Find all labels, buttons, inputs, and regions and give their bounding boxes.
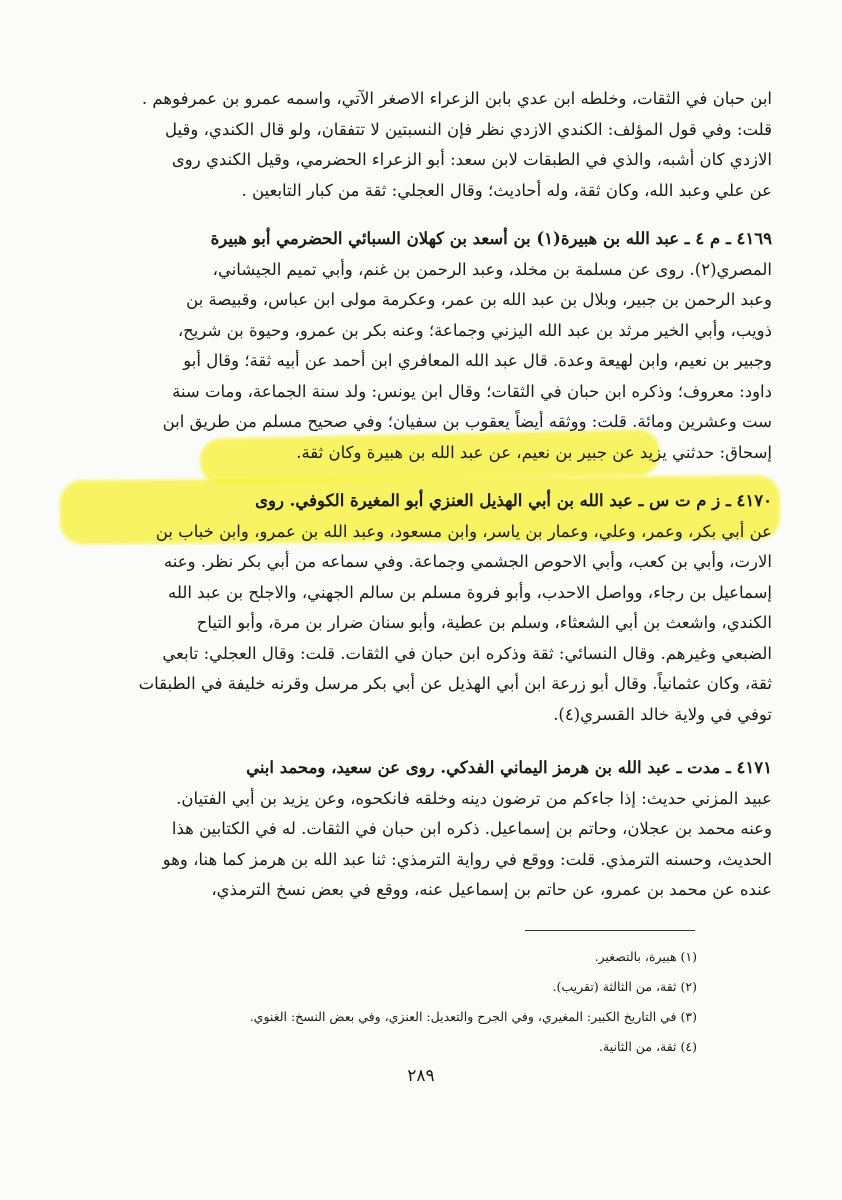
text-line: الحديث، وحسنه الترمذي. قلت: ووقع في رواية الترمذي: ثنا عبد الله بن هرمز كما هنا، وهو — [162, 849, 772, 869]
biography-entry-4171 — [70, 753, 772, 906]
text-line: الازدي كان أشبه، والذي في الطبقات لابن سعد: أبو الزعراء الحضرمي، وقيل الكندي روى — [171, 150, 772, 169]
footnote: (٤) ثقة، من الثانية. — [599, 1039, 697, 1054]
footnote-divider — [525, 930, 695, 931]
text-line: داود: معروف؛ وذكره ابن حبان في الثقات؛ وقال ابن يونس: ولد سنة الجماعة، ومات سنة — [172, 381, 772, 401]
text-line: المصري(٢). روى عن مسلمة بن مخلد، وعبد الرحمن بن غنم، وأبي تميم الجيشاني، — [212, 259, 772, 279]
footnote: (٣) في التاريخ الكبير: المغيري، وفي الجرح والتعديل: العنزي، وفي بعض النسخ: الغنوي. — [249, 1009, 697, 1024]
text-line: ذويب، وأبي الخير مرثد بن عبد الله اليزني وجماعة؛ وعنه بكر بن عمرو، وحيوة بن شريح، — [177, 320, 772, 340]
intro-paragraph — [70, 84, 772, 206]
text-line: عن علي وعبد الله، وكان ثقة، وله أحاديث؛ وقال العجلي: ثقة من كبار التابعين . — [241, 180, 772, 200]
text-line: ثقة، وكان عثمانياً. وقال أبو زرعة ابن أبي الهذيل عن أبي بكر مرسل وقرنه خليفة في الطبقات — [138, 674, 772, 693]
text-line: عبيد المزني حديث: إذا جاءكم من ترضون دينه وخلقه فانكحوه، وعن يزيد بن أبي الفتيان. — [176, 788, 772, 808]
footnote: (١) هبيرة، بالتصغير. — [594, 949, 697, 964]
text-line: ابن حبان في الثقات، وخلطه ابن عدي بابن الزعراء الاصغر الآتي، واسمه عمرو بن عمرفوهم . — [141, 89, 772, 108]
entry-heading: ٤١٦٩ ـ م ٤ ـ عبد الله بن هبيرة(١) بن أسعد بن كهلان السبائي الحضرمي أبو هبيرة — [210, 229, 772, 248]
text-line: عن أبي بكر، وعمر، وعلي، وعمار بن ياسر، وابن مسعود، وعبد الله بن عمرو، وابن خباب بن — [155, 521, 772, 541]
text-line: عنده عن محمد بن عمرو، عن حاتم بن إسماعيل عنه، ووقع في بعض نسخ الترمذي، — [211, 880, 772, 899]
entry-heading: ٤١٧٠ ـ ز م ت س ـ عبد الله بن أبي الهذيل العنزي أبو المغيرة الكوفي. روى — [255, 491, 772, 510]
text-line: إسماعيل بن رجاء، وواصل الاحدب، وأبو فروة مسلم بن سالم الجهني، والاجلح بن عبد الله — [168, 582, 772, 602]
text-line: الضبعي وغيرهم. وقال النسائي: ثقة وذكره ابن حبان في الثقات. قلت: وقال العجلي: تابعي — [162, 643, 772, 663]
text-line: الكندي، واشعث بن أبي الشعثاء، وسلم بن عطية، وأبو سنان ضرار بن مرة، وأبو التياح — [196, 613, 772, 632]
biography-entry-4169 — [70, 224, 772, 468]
footnote: (٢) ثقة، من الثالثة (تقريب). — [552, 979, 697, 994]
text-line: وعبد الرحمن بن جبير، وبلال بن عبد الله بن عمر، وعكرمة مولى ابن عباس، وقبيصة بن — [186, 290, 772, 309]
entry-heading: ٤١٧١ ـ مدت ـ عبد الله بن هرمز اليماني الفدكي. روى عن سعيد، ومحمد ابني — [246, 758, 772, 777]
text-line: وعنه محمد بن عجلان، وحاتم بن إسماعيل. ذكره ابن حبان في الثقات. له في الكتابين هذا — [171, 819, 772, 838]
text-line: توفي في ولاية خالد القسري(٤). — [553, 704, 772, 724]
text-line: ست وعشرين ومائة. قلت: ووثقه أيضاً يعقوب بن سفيان؛ وفي صحيح مسلم من طريق ابن — [162, 412, 772, 431]
page-number: ٢٨٩ — [407, 1066, 435, 1086]
text-line: إسحاق: حدثني يزيد عن جبير بن نعيم، عن عبد الله بن هبيرة وكان ثقة. — [296, 442, 772, 462]
text-line: الارت، وأبي بن كعب، وأبي الاحوص الجشمي وجماعة. وفي سماعه من أبي بكر نظر. وعنه — [163, 552, 772, 571]
text-line: قلت: وفي قول المؤلف: الكندي الازدي نظر فإن النسبتين لا تتفقان، ولو قال الكندي، وقيل — [165, 119, 772, 139]
footnotes — [150, 942, 697, 1062]
text-line: وجبير بن نعيم، وابن لهيعة وعدة. قال عبد الله المعافري ابن أحمد عن أبيه ثقة؛ وقال أبو — [183, 351, 772, 370]
biography-entry-4170 — [70, 486, 772, 730]
